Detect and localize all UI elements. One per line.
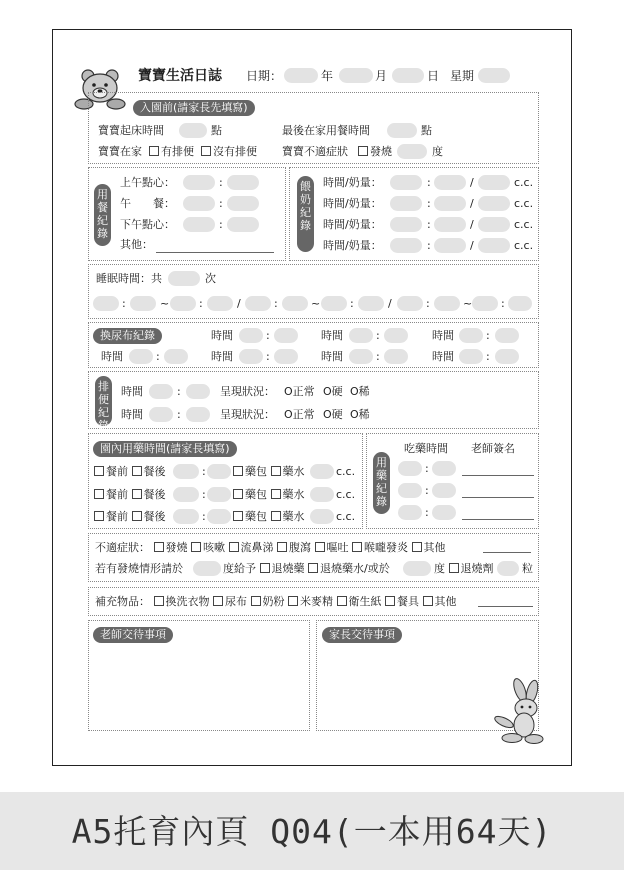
meal-row-label: 午 餐： bbox=[120, 197, 175, 210]
sleep-label: 睡眠時間：共 bbox=[96, 272, 162, 285]
meal-row-label: 上午點心： bbox=[120, 176, 175, 189]
med-type-row: 藥包 藥水 bbox=[233, 465, 305, 479]
slash: / bbox=[470, 197, 474, 210]
colon: : bbox=[425, 506, 429, 519]
sleep-start-minute-field[interactable] bbox=[282, 296, 308, 311]
colon: : bbox=[426, 297, 430, 310]
stool-status-label: 呈現狀況： bbox=[220, 408, 275, 421]
slash: / bbox=[470, 218, 474, 231]
sore-throat-checkbox[interactable] bbox=[352, 542, 362, 552]
diaper-hour-field[interactable] bbox=[459, 349, 483, 364]
diaper-checkbox[interactable] bbox=[213, 596, 223, 606]
diaper-hour-field[interactable] bbox=[239, 349, 263, 364]
meal-row-label: 下午點心： bbox=[120, 218, 175, 231]
parent-notes-pill: 家長交待事項 bbox=[322, 627, 402, 643]
sleep-end-hour-field[interactable] bbox=[472, 296, 498, 311]
milk-minute-field[interactable] bbox=[434, 175, 466, 190]
colon: : bbox=[266, 350, 270, 363]
diaper-minute-field[interactable] bbox=[495, 328, 519, 343]
stool-normal-option[interactable]: O正常 bbox=[284, 385, 315, 398]
cc-unit: c.c. bbox=[336, 510, 356, 523]
sleep-end-minute-field[interactable] bbox=[508, 296, 532, 311]
med-hour-field[interactable] bbox=[173, 487, 199, 502]
symptoms-row: 不適症狀： 發燒 咳嗽 流鼻涕 腹瀉 嘔吐 喉嚨發炎 其他 bbox=[95, 541, 446, 554]
milk-amount-field[interactable] bbox=[478, 217, 510, 232]
fever-threshold-field-2[interactable] bbox=[403, 561, 431, 576]
colon: : bbox=[177, 408, 181, 421]
fever-checkbox[interactable] bbox=[154, 542, 164, 552]
product-caption: A5托育內頁 Q04(一本用64天) bbox=[71, 812, 553, 851]
pack-checkbox[interactable] bbox=[233, 489, 243, 499]
teacher-sign-line[interactable] bbox=[462, 475, 534, 476]
milk-amount-field[interactable] bbox=[478, 175, 510, 190]
med-type-row: 藥包 藥水 bbox=[233, 488, 305, 502]
stool-loose-option[interactable]: O稀 bbox=[350, 385, 370, 398]
sleep-start-minute-field[interactable] bbox=[434, 296, 460, 311]
other-supply-checkbox[interactable] bbox=[423, 596, 433, 606]
liquid-amount-field[interactable] bbox=[310, 487, 334, 502]
degree-label: 度 bbox=[432, 145, 443, 158]
wake-field[interactable] bbox=[179, 123, 207, 138]
poop-label: 寶寶在家 bbox=[98, 145, 142, 158]
antipyretic-checkbox[interactable] bbox=[260, 563, 270, 573]
med-record-hour-field[interactable] bbox=[398, 505, 422, 520]
sleep-unit: 次 bbox=[205, 272, 216, 285]
sleep-start-hour-field[interactable] bbox=[245, 296, 271, 311]
diaper-time-label: 時間 bbox=[432, 329, 454, 342]
formula-checkbox[interactable] bbox=[251, 596, 261, 606]
med-time-header: 吃藥時間 bbox=[404, 442, 448, 455]
slash: / bbox=[470, 239, 474, 252]
fever-checkbox[interactable] bbox=[358, 146, 368, 156]
liquid-checkbox[interactable] bbox=[271, 489, 281, 499]
colon: : bbox=[427, 197, 431, 210]
stool-hard-option[interactable]: O硬 bbox=[323, 385, 343, 398]
colon: : bbox=[202, 465, 206, 478]
diaper-minute-field[interactable] bbox=[384, 349, 408, 364]
other-supply-line[interactable] bbox=[478, 606, 533, 607]
last-meal-unit: 點 bbox=[421, 124, 432, 137]
milk-hour-field[interactable] bbox=[390, 238, 422, 253]
stool-time-label: 時間 bbox=[121, 385, 143, 398]
milk-hour-field[interactable] bbox=[390, 196, 422, 211]
school-med-pill: 園內用藥時間(請家長填寫) bbox=[93, 441, 237, 457]
sleep-end-hour-field[interactable] bbox=[170, 296, 196, 311]
diaper-minute-field[interactable] bbox=[274, 328, 298, 343]
after-meal-checkbox[interactable] bbox=[132, 489, 142, 499]
tissue-checkbox[interactable] bbox=[337, 596, 347, 606]
meal-hour-field[interactable] bbox=[183, 217, 215, 232]
med-record-hour-field[interactable] bbox=[398, 461, 422, 476]
poop-yes-checkbox[interactable] bbox=[149, 146, 159, 156]
colon: : bbox=[122, 297, 126, 310]
colon: : bbox=[425, 484, 429, 497]
med-record-minute-field[interactable] bbox=[432, 483, 456, 498]
liquid-amount-field[interactable] bbox=[310, 464, 334, 479]
colon: : bbox=[376, 350, 380, 363]
bunny-icon bbox=[490, 678, 546, 746]
sleep-start-hour-field[interactable] bbox=[397, 296, 423, 311]
diaper-minute-field[interactable] bbox=[495, 349, 519, 364]
meal-hour-field[interactable] bbox=[183, 175, 215, 190]
fever-instruction-prefix: 若有發燒情形請於 bbox=[95, 562, 183, 575]
med-row: 餐前 餐後 bbox=[94, 488, 166, 502]
colon: : bbox=[177, 385, 181, 398]
clothes-checkbox[interactable] bbox=[154, 596, 164, 606]
liquid-amount-field[interactable] bbox=[310, 509, 334, 524]
stool-status-label: 呈現狀況： bbox=[220, 385, 275, 398]
colon: : bbox=[199, 297, 203, 310]
suppository-count-field[interactable] bbox=[497, 561, 519, 576]
slash: / bbox=[237, 297, 241, 310]
milk-row-label: 時間/奶量： bbox=[323, 218, 382, 231]
last-meal-field[interactable] bbox=[387, 123, 417, 138]
stool-minute-field[interactable] bbox=[186, 407, 210, 422]
fever-instruction-mid: 度給予 退燒藥 退燒藥水/或於 bbox=[223, 562, 390, 575]
month-label: 月 bbox=[375, 69, 388, 83]
symptoms-label: 不適症狀： bbox=[95, 541, 150, 554]
milk-minute-field[interactable] bbox=[434, 238, 466, 253]
wake-label: 寶寶起床時間 bbox=[98, 124, 164, 137]
stool-minute-field[interactable] bbox=[186, 384, 210, 399]
diaper-hour-field[interactable] bbox=[349, 328, 373, 343]
suppository-checkbox[interactable] bbox=[449, 563, 459, 573]
liquid-checkbox[interactable] bbox=[271, 511, 281, 521]
med-minute-field[interactable] bbox=[207, 464, 231, 479]
stool-time-label: 時間 bbox=[121, 408, 143, 421]
day-label: 日 bbox=[427, 69, 440, 83]
antipyretic-liquid-checkbox[interactable] bbox=[308, 563, 318, 573]
sleep-start-minute-field[interactable] bbox=[130, 296, 156, 311]
fever-option[interactable]: 發燒 bbox=[358, 145, 392, 159]
suppository-row: 度 退燒劑 bbox=[434, 562, 494, 575]
diaper-time-label: 時間 bbox=[321, 329, 343, 342]
pack-checkbox[interactable] bbox=[233, 466, 243, 476]
cough-checkbox[interactable] bbox=[191, 542, 201, 552]
tilde: ~ bbox=[160, 297, 170, 310]
other-symptom-line[interactable] bbox=[483, 552, 531, 553]
diaper-minute-field[interactable] bbox=[274, 349, 298, 364]
cc-unit: c.c. bbox=[514, 218, 534, 231]
med-record-minute-field[interactable] bbox=[432, 461, 456, 476]
last-meal-label: 最後在家用餐時間 bbox=[282, 124, 370, 137]
runny-nose-checkbox[interactable] bbox=[229, 542, 239, 552]
pack-checkbox[interactable] bbox=[233, 511, 243, 521]
cc-unit: c.c. bbox=[514, 197, 534, 210]
colon: : bbox=[219, 218, 223, 231]
year-field[interactable] bbox=[284, 68, 318, 83]
diaper-minute-field[interactable] bbox=[164, 349, 188, 364]
wake-unit: 點 bbox=[211, 124, 222, 137]
before-meal-checkbox[interactable] bbox=[94, 466, 104, 476]
colon: : bbox=[427, 239, 431, 252]
tilde: ~ bbox=[311, 297, 321, 310]
stool-hour-field[interactable] bbox=[149, 384, 173, 399]
diaper-time-label: 時間 bbox=[321, 350, 343, 363]
cereal-checkbox[interactable] bbox=[288, 596, 298, 606]
weekday-field[interactable] bbox=[478, 68, 510, 83]
colon: : bbox=[427, 218, 431, 231]
med-record-hour-field[interactable] bbox=[398, 483, 422, 498]
med-minute-field[interactable] bbox=[207, 509, 231, 524]
fever-threshold-field[interactable] bbox=[193, 561, 221, 576]
teacher-sign-line[interactable] bbox=[462, 497, 534, 498]
med-hour-field[interactable] bbox=[173, 509, 199, 524]
year-label: 年 bbox=[321, 69, 334, 83]
diaper-time-label: 時間 bbox=[211, 350, 233, 363]
milk-row-label: 時間/奶量： bbox=[323, 239, 382, 252]
poop-no-checkbox[interactable] bbox=[201, 146, 211, 156]
sleep-end-hour-field[interactable] bbox=[321, 296, 347, 311]
symptom-label: 寶寶不適症狀 bbox=[282, 145, 348, 158]
meal-other-line[interactable] bbox=[156, 252, 274, 253]
poop-yes-option[interactable]: 有排便 bbox=[149, 145, 194, 159]
stool-loose-option[interactable]: O稀 bbox=[350, 408, 370, 421]
med-row: 餐前 餐後 bbox=[94, 510, 166, 524]
stool-hard-option[interactable]: O硬 bbox=[323, 408, 343, 421]
milk-amount-field[interactable] bbox=[478, 238, 510, 253]
teacher-notes-pill: 老師交待事項 bbox=[93, 627, 173, 643]
sleep-end-minute-field[interactable] bbox=[358, 296, 384, 311]
med-record-minute-field[interactable] bbox=[432, 505, 456, 520]
sleep-count-field[interactable] bbox=[168, 271, 200, 286]
diaper-hour-field[interactable] bbox=[459, 328, 483, 343]
slash: / bbox=[388, 297, 392, 310]
cc-unit: c.c. bbox=[514, 176, 534, 189]
supplies-row: 補充物品： 換洗衣物 尿布 奶粉 米麥精 衛生紙 餐具 其他 bbox=[95, 595, 457, 608]
cc-unit: c.c. bbox=[336, 465, 356, 478]
med-hour-field[interactable] bbox=[173, 464, 199, 479]
meal-hour-field[interactable] bbox=[183, 196, 215, 211]
diaper-hour-field[interactable] bbox=[239, 328, 263, 343]
cc-unit: c.c. bbox=[336, 488, 356, 501]
liquid-checkbox[interactable] bbox=[271, 466, 281, 476]
colon: : bbox=[202, 488, 206, 501]
milk-hour-field[interactable] bbox=[390, 217, 422, 232]
poop-no-option[interactable]: 沒有排便 bbox=[201, 145, 257, 159]
colon: : bbox=[486, 329, 490, 342]
meal-other-label: 其他： bbox=[120, 238, 153, 251]
grain-unit: 粒 bbox=[522, 562, 533, 575]
milk-amount-field[interactable] bbox=[478, 196, 510, 211]
colon: : bbox=[376, 329, 380, 342]
supplies-label: 補充物品： bbox=[95, 595, 150, 608]
med-type-row: 藥包 藥水 bbox=[233, 510, 305, 524]
sleep-end-minute-field[interactable] bbox=[207, 296, 233, 311]
colon: : bbox=[427, 176, 431, 189]
milk-row-label: 時間/奶量： bbox=[323, 176, 382, 189]
other-symptom-checkbox[interactable] bbox=[412, 542, 422, 552]
stool-normal-option[interactable]: O正常 bbox=[284, 408, 315, 421]
colon: : bbox=[202, 510, 206, 523]
colon: : bbox=[156, 350, 160, 363]
colon: : bbox=[425, 462, 429, 475]
page-title: 寶寶生活日誌 bbox=[138, 68, 222, 84]
milk-minute-field[interactable] bbox=[434, 217, 466, 232]
diaper-hour-field[interactable] bbox=[129, 349, 153, 364]
weekday-label: 星期 bbox=[450, 69, 475, 83]
colon: : bbox=[274, 297, 278, 310]
before-meal-checkbox[interactable] bbox=[94, 511, 104, 521]
diaper-time-label: 時間 bbox=[432, 350, 454, 363]
diaper-minute-field[interactable] bbox=[384, 328, 408, 343]
meal-minute-field[interactable] bbox=[227, 196, 259, 211]
fever-degree-field[interactable] bbox=[397, 144, 427, 159]
meal-minute-field[interactable] bbox=[227, 217, 259, 232]
meal-pill: 用餐紀錄 bbox=[94, 184, 111, 246]
after-meal-checkbox[interactable] bbox=[132, 511, 142, 521]
diaper-hour-field[interactable] bbox=[349, 349, 373, 364]
colon: : bbox=[219, 197, 223, 210]
colon: : bbox=[219, 176, 223, 189]
milk-pill: 餵奶紀錄 bbox=[297, 176, 314, 252]
vomit-checkbox[interactable] bbox=[315, 542, 325, 552]
day-field[interactable] bbox=[392, 68, 424, 83]
diarrhea-checkbox[interactable] bbox=[277, 542, 287, 552]
before-school-pill: 入園前(請家長先填寫) bbox=[133, 100, 255, 116]
cc-unit: c.c. bbox=[514, 239, 534, 252]
meal-minute-field[interactable] bbox=[227, 175, 259, 190]
colon: : bbox=[486, 350, 490, 363]
med-row: 餐前 餐後 bbox=[94, 465, 166, 479]
slash: / bbox=[470, 176, 474, 189]
colon: : bbox=[266, 329, 270, 342]
after-meal-checkbox[interactable] bbox=[132, 466, 142, 476]
milk-row-label: 時間/奶量： bbox=[323, 197, 382, 210]
date-label: 日期： bbox=[246, 69, 283, 83]
diaper-time-label: 時間 bbox=[101, 350, 123, 363]
teacher-sign-header: 老師簽名 bbox=[471, 442, 515, 455]
diaper-pill: 換尿布紀錄 bbox=[93, 328, 162, 344]
med-minute-field[interactable] bbox=[207, 487, 231, 502]
tableware-checkbox[interactable] bbox=[385, 596, 395, 606]
stool-pill: 排便紀錄 bbox=[95, 376, 112, 426]
colon: : bbox=[350, 297, 354, 310]
month-field[interactable] bbox=[339, 68, 373, 83]
tilde: ~ bbox=[463, 297, 473, 310]
med-record-pill: 用藥紀錄 bbox=[373, 452, 390, 514]
sleep-start-hour-field[interactable] bbox=[93, 296, 119, 311]
stool-hour-field[interactable] bbox=[149, 407, 173, 422]
milk-minute-field[interactable] bbox=[434, 196, 466, 211]
colon: : bbox=[501, 297, 505, 310]
before-meal-checkbox[interactable] bbox=[94, 489, 104, 499]
diaper-time-label: 時間 bbox=[211, 329, 233, 342]
milk-hour-field[interactable] bbox=[390, 175, 422, 190]
teacher-sign-line[interactable] bbox=[462, 519, 534, 520]
